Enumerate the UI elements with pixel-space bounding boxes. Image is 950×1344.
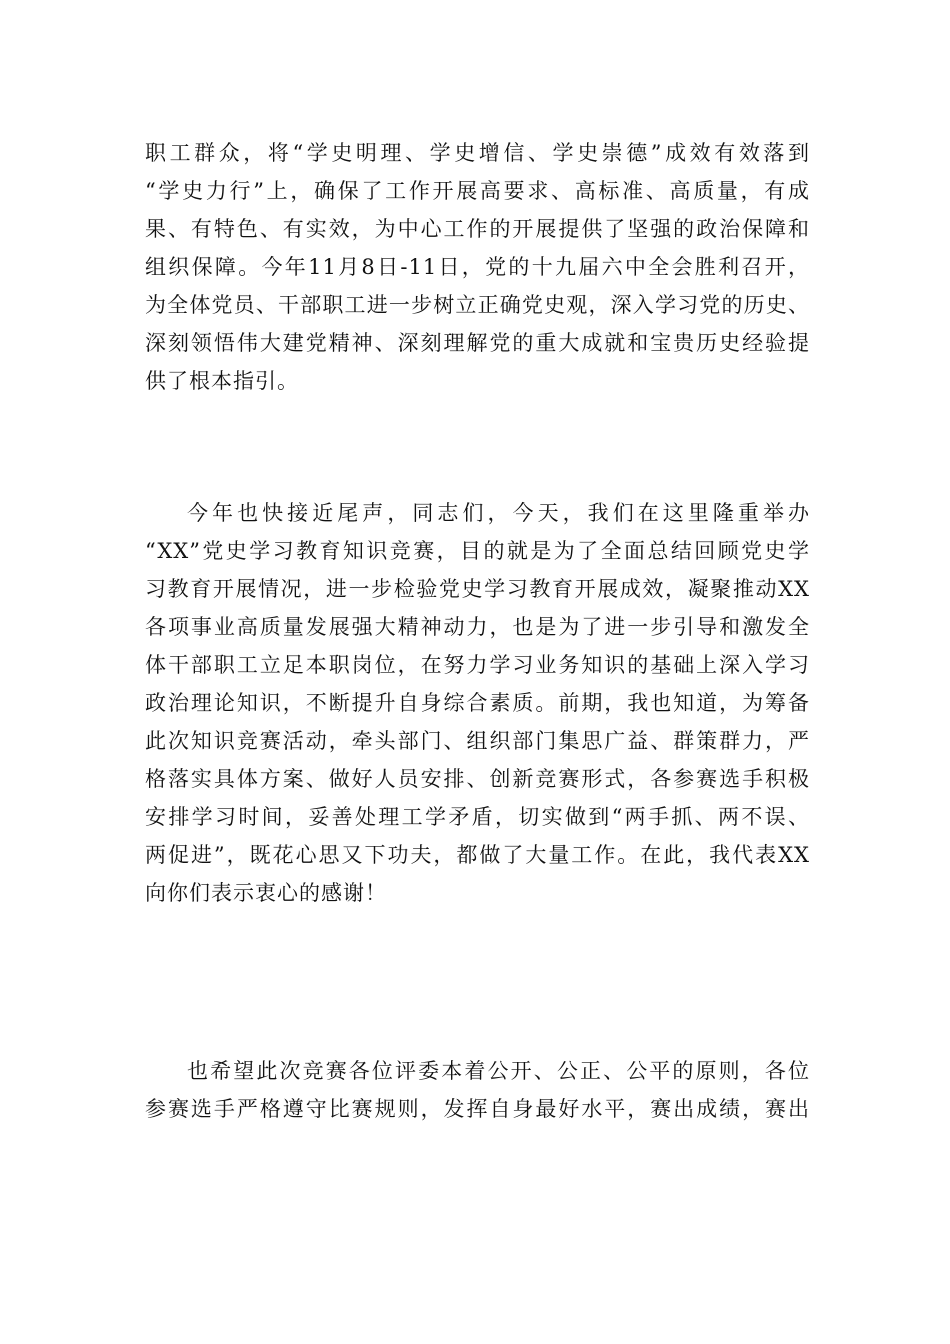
paragraph-line: “学史力行”上，确保了工作开展高要求、高标准、高质量，有成: [145, 179, 810, 203]
paragraph-line: 组织保障。今年11月8日-11日，党的十九届六中全会胜利召开，: [145, 255, 810, 279]
paragraph-line: 此次知识竞赛活动，牵头部门、组织部门集思广益、群策群力，严: [145, 729, 810, 753]
paragraph-line: 体干部职工立足本职岗位，在努力学习业务知识的基础上深入学习: [145, 653, 810, 677]
paragraph-line: 各项事业高质量发展强大精神动力，也是为了进一步引导和激发全: [145, 615, 810, 639]
paragraph-line: 也希望此次竞赛各位评委本着公开、公正、公平的原则，各位: [187, 1059, 810, 1083]
paragraph-line: 深刻领悟伟大建党精神、深刻理解党的重大成就和宝贵历史经验提: [145, 331, 810, 355]
paragraph-2: [145, 494, 810, 912]
paragraph-3: [145, 1052, 810, 1128]
paragraph-line: 今年也快接近尾声，同志们，今天，我们在这里隆重举办: [187, 501, 810, 525]
paragraph-line: 习教育开展情况，进一步检验党史学习教育开展成效，凝聚推动XX: [145, 577, 810, 601]
paragraph-line: “XX”党史学习教育知识竞赛，目的就是为了全面总结回顾党史学: [145, 539, 810, 563]
paragraph-line: 参赛选手严格遵守比赛规则，发挥自身最好水平，赛出成绩，赛出: [145, 1097, 810, 1121]
paragraph-line: 政治理论知识，不断提升自身综合素质。前期，我也知道，为筹备: [145, 691, 810, 715]
paragraph-line: 向你们表示衷心的感谢！: [145, 881, 387, 905]
paragraph-line: 为全体党员、干部职工进一步树立正确党史观，深入学习党的历史、: [145, 293, 810, 317]
paragraph-line: 果、有特色、有实效，为中心工作的开展提供了坚强的政治保障和: [145, 217, 810, 241]
paragraph-line: 职工群众，将“学史明理、学史增信、学史崇德”成效有效落到: [145, 141, 810, 165]
paragraph-line: 供了根本指引。: [145, 369, 299, 393]
paragraph-line: 安排学习时间，妥善处理工学矛盾，切实做到“两手抓、两不误、: [145, 805, 810, 829]
paragraph-1: [145, 134, 810, 400]
paragraph-line: 两促进”，既花心思又下功夫，都做了大量工作。在此，我代表XX: [145, 843, 810, 867]
paragraph-line: 格落实具体方案、做好人员安排、创新竞赛形式，各参赛选手积极: [145, 767, 810, 791]
